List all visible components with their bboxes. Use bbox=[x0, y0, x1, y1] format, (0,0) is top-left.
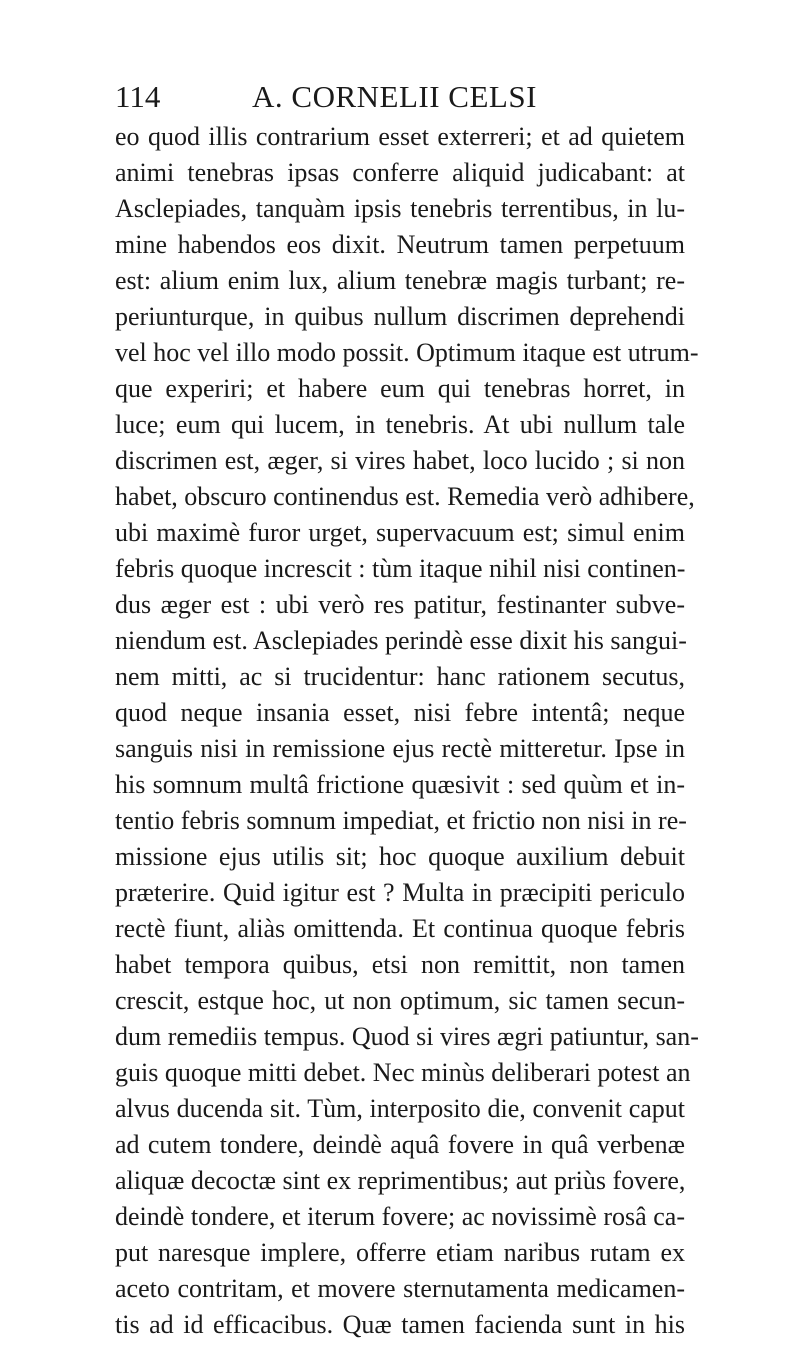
text-line: luce; eum qui lucem, in tenebris. At ubi nullum tale bbox=[115, 410, 685, 439]
text-line: habet tempora quibus, etsi non remittit, non tamen bbox=[115, 950, 685, 979]
text-line: aceto contritam, et movere sternutamenta medicamen- bbox=[115, 1274, 685, 1303]
text-line: Asclepiades, tanquàm ipsis tenebris terrentibus, in lu- bbox=[115, 194, 685, 223]
text-line: niendum est. Asclepiades perindè esse dixit his sangui- bbox=[115, 626, 687, 655]
running-title: A. CORNELII CELSI bbox=[252, 79, 537, 114]
text-line: alvus ducenda sit. Tùm, interposito die, convenit caput bbox=[115, 1094, 685, 1123]
text-line: dum remediis tempus. Quod si vires ægri patiuntur, san- bbox=[115, 1022, 699, 1051]
text-line: his somnum multâ frictione quæsivit : sed quùm et in- bbox=[115, 770, 685, 799]
text-line: periunturque, in quibus nullum discrimen deprehendi bbox=[115, 302, 685, 331]
text-line: tis ad id efficacibus. Quæ tamen facienda sunt in his bbox=[115, 1310, 685, 1339]
text-line: ubi maximè furor urget, supervacuum est; simul enim bbox=[115, 518, 685, 547]
text-line: quod neque insania esset, nisi febre intentâ; neque bbox=[115, 698, 685, 727]
text-line: dus æger est : ubi verò res patitur, festinanter subve- bbox=[115, 590, 685, 619]
text-line: guis quoque mitti debet. Nec minùs deliberari potest an bbox=[115, 1058, 691, 1087]
text-line: rectè fiunt, aliàs omittenda. Et continua quoque febris bbox=[115, 914, 685, 943]
running-header bbox=[115, 74, 585, 120]
text-line: crescit, estque hoc, ut non optimum, sic tamen secun- bbox=[115, 986, 685, 1015]
text-line: eo quod illis contrarium esset exterreri; et ad quietem bbox=[115, 122, 685, 151]
text-line: que experiri; et habere eum qui tenebras horret, in bbox=[115, 374, 685, 403]
text-line: mine habendos eos dixit. Neutrum tamen perpetuum bbox=[115, 230, 685, 259]
text-line: put naresque implere, offerre etiam naribus rutam ex bbox=[115, 1238, 685, 1267]
text-line: discrimen est, æger, si vires habet, loco lucido ; si non bbox=[115, 446, 685, 475]
text-line: aliquæ decoctæ sint ex reprimentibus; aut priùs fovere, bbox=[115, 1166, 686, 1195]
page-number: 114 bbox=[115, 79, 161, 114]
text-line: animi tenebras ipsas conferre aliquid judicabant: at bbox=[115, 158, 685, 187]
text-line: sanguis nisi in remissione ejus rectè mitteretur. Ipse in bbox=[115, 734, 685, 763]
text-line: habet, obscuro continendus est. Remedia verò adhibere, bbox=[115, 482, 695, 511]
text-line: nem mitti, ac si trucidentur: hanc rationem secutus, bbox=[115, 662, 685, 691]
text-line: tentio febris somnum impediat, et frictio non nisi in re- bbox=[115, 806, 687, 835]
text-line: vel hoc vel illo modo possit. Optimum itaque est utrum- bbox=[115, 338, 699, 367]
text-line: ad cutem tondere, deindè aquâ fovere in quâ verbenæ bbox=[115, 1130, 685, 1159]
text-line: præterire. Quid igitur est ? Multa in præcipiti periculo bbox=[115, 878, 685, 907]
text-line: deindè tondere, et iterum fovere; ac novissimè rosâ ca- bbox=[115, 1202, 685, 1231]
text-line: missione ejus utilis sit; hoc quoque auxilium debuit bbox=[115, 842, 685, 871]
text-line: febris quoque increscit : tùm itaque nihil nisi continen- bbox=[115, 554, 686, 583]
text-line: est: alium enim lux, alium tenebræ magis turbant; re- bbox=[115, 266, 685, 295]
